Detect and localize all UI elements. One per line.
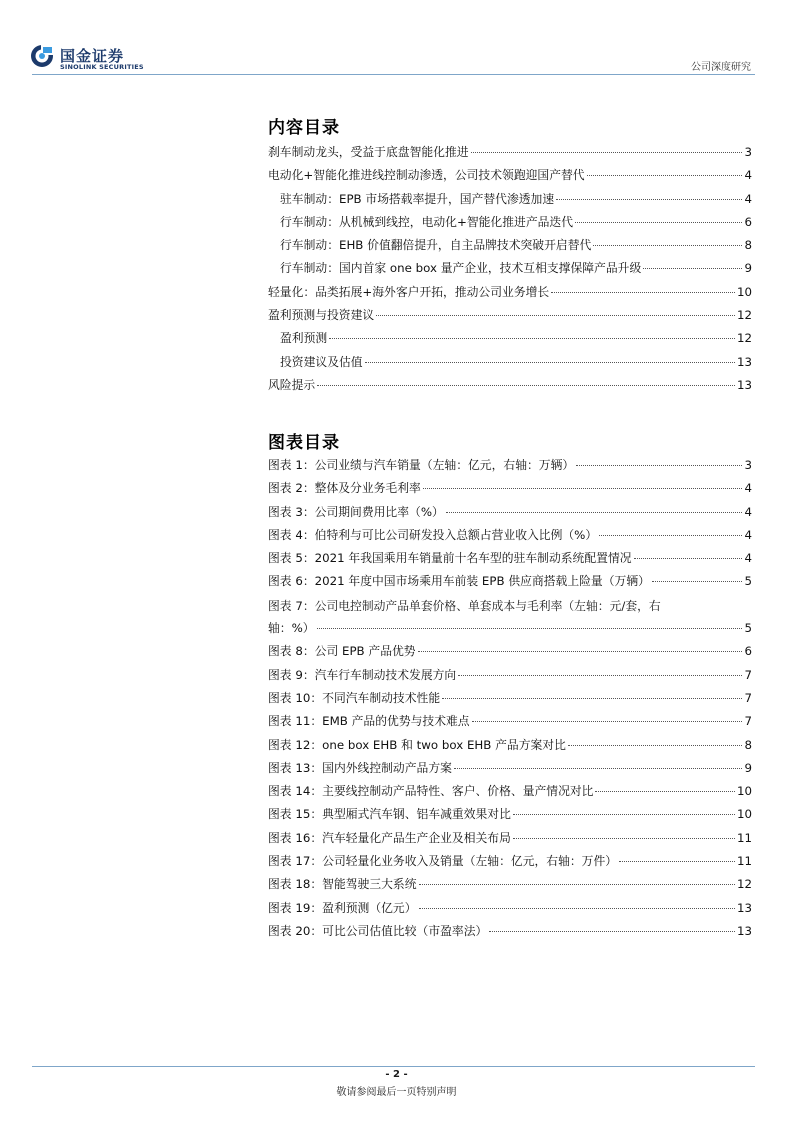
figure-entry[interactable]: 图表 16：汽车轻量化产品生产企业及相关布局 11 xyxy=(268,830,752,845)
figure-entry-line1: 图表 7：公司电控制动产品单套价格、单套成本与毛利率（左轴：元/套，右 xyxy=(268,598,661,613)
figure-entry[interactable]: 图表 18：智能驾驶三大系统 12 xyxy=(268,877,752,892)
report-type: 公司深度研究 xyxy=(691,62,751,73)
figure-entry[interactable]: 图表 6：2021 年度中国市场乘用车前装 EPB 供应商搭载上险量（万辆） 5 xyxy=(268,574,752,589)
page-number: - 2 - xyxy=(385,1069,408,1080)
toc-entry[interactable]: 风险提示 13 xyxy=(268,377,752,392)
figure-entry[interactable]: 图表 8：公司 EPB 产品优势 6 xyxy=(268,644,752,659)
toc-entry[interactable]: 轻量化：品类拓展+海外客户开拓，推动公司业务增长 10 xyxy=(268,284,752,299)
figure-entry[interactable]: 图表 3：公司期间费用比率（%） 4 xyxy=(268,504,752,519)
toc-entry[interactable]: 投资建议及估值 13 xyxy=(280,354,752,369)
figures-title: 图表目录 xyxy=(268,433,340,453)
figure-entry[interactable]: 图表 4：伯特利与可比公司研发投入总额占营业收入比例（%） 4 xyxy=(268,527,752,542)
toc-title: 内容目录 xyxy=(268,118,340,138)
toc-entry[interactable]: 刹车制动龙头，受益于底盘智能化推进 3 xyxy=(268,145,752,159)
disclaimer-note: 敬请参阅最后一页特别声明 xyxy=(336,1087,457,1098)
sinolink-logo-icon xyxy=(30,44,54,68)
toc-list xyxy=(268,143,752,399)
figure-entry[interactable]: 图表 2：整体及分业务毛利率 4 xyxy=(268,481,752,496)
figure-entry-line2: 轴：%） 5 xyxy=(268,621,752,636)
figure-entry[interactable]: 图表 20：可比公司估值比较（市盈率法） 13 xyxy=(268,923,752,938)
logo-chinese-name: 国金证券 xyxy=(60,47,125,65)
logo-english-name: SINOLINK SECURITIES xyxy=(60,63,144,71)
figure-entry[interactable]: 图表 9：汽车行车制动技术发展方向 7 xyxy=(268,667,752,682)
figure-entry[interactable]: 图表 17：公司轻量化业务收入及销量（左轴：亿元，右轴：万件） 11 xyxy=(268,854,752,869)
figure-entry[interactable]: 图表 5：2021 年我国乘用车销量前十名车型的驻车制动系统配置情况 4 xyxy=(268,551,752,566)
figure-entry[interactable]: 图表 14：主要线控制动产品特性、客户、价格、量产情况对比 10 xyxy=(268,784,752,799)
figure-entry[interactable]: 图表 1：公司业绩与汽车销量（左轴：亿元，右轴：万辆） 3 xyxy=(268,458,752,472)
toc-entry[interactable]: 行车制动：从机械到线控，电动化+智能化推进产品迭代 6 xyxy=(280,214,752,229)
toc-entry[interactable]: 盈利预测与投资建议 12 xyxy=(268,308,752,323)
figure-entry-wrapped[interactable] xyxy=(268,596,752,643)
figure-entry[interactable]: 图表 19：盈利预测（亿元） 13 xyxy=(268,900,752,915)
figure-entry[interactable]: 图表 13：国内外线控制动产品方案 9 xyxy=(268,760,752,775)
footer-divider xyxy=(32,1066,755,1067)
figure-entry[interactable]: 图表 10：不同汽车制动技术性能 7 xyxy=(268,690,752,705)
figures-list xyxy=(268,456,752,945)
page-body xyxy=(268,0,752,1122)
toc-entry[interactable]: 行车制动：EHB 价值翻倍提升，自主品牌技术突破开启替代 8 xyxy=(280,238,752,253)
toc-entry[interactable]: 盈利预测 12 xyxy=(280,331,752,346)
figure-entry[interactable]: 图表 12：one box EHB 和 two box EHB 产品方案对比 8 xyxy=(268,737,752,752)
company-logo xyxy=(30,44,150,74)
toc-entry[interactable]: 电动化+智能化推进线控制动渗透，公司技术领跑迎国产替代 4 xyxy=(268,168,752,183)
figure-entry[interactable]: 图表 15：典型厢式汽车钢、铝车减重效果对比 10 xyxy=(268,807,752,822)
figure-entry[interactable]: 图表 11：EMB 产品的优势与技术难点 7 xyxy=(268,714,752,729)
toc-entry[interactable]: 驻车制动：EPB 市场搭载率提升，国产替代渗透加速 4 xyxy=(280,191,752,206)
toc-entry[interactable]: 行车制动：国内首家 one box 量产企业，技术互相支撑保障产品升级 9 xyxy=(280,261,752,276)
